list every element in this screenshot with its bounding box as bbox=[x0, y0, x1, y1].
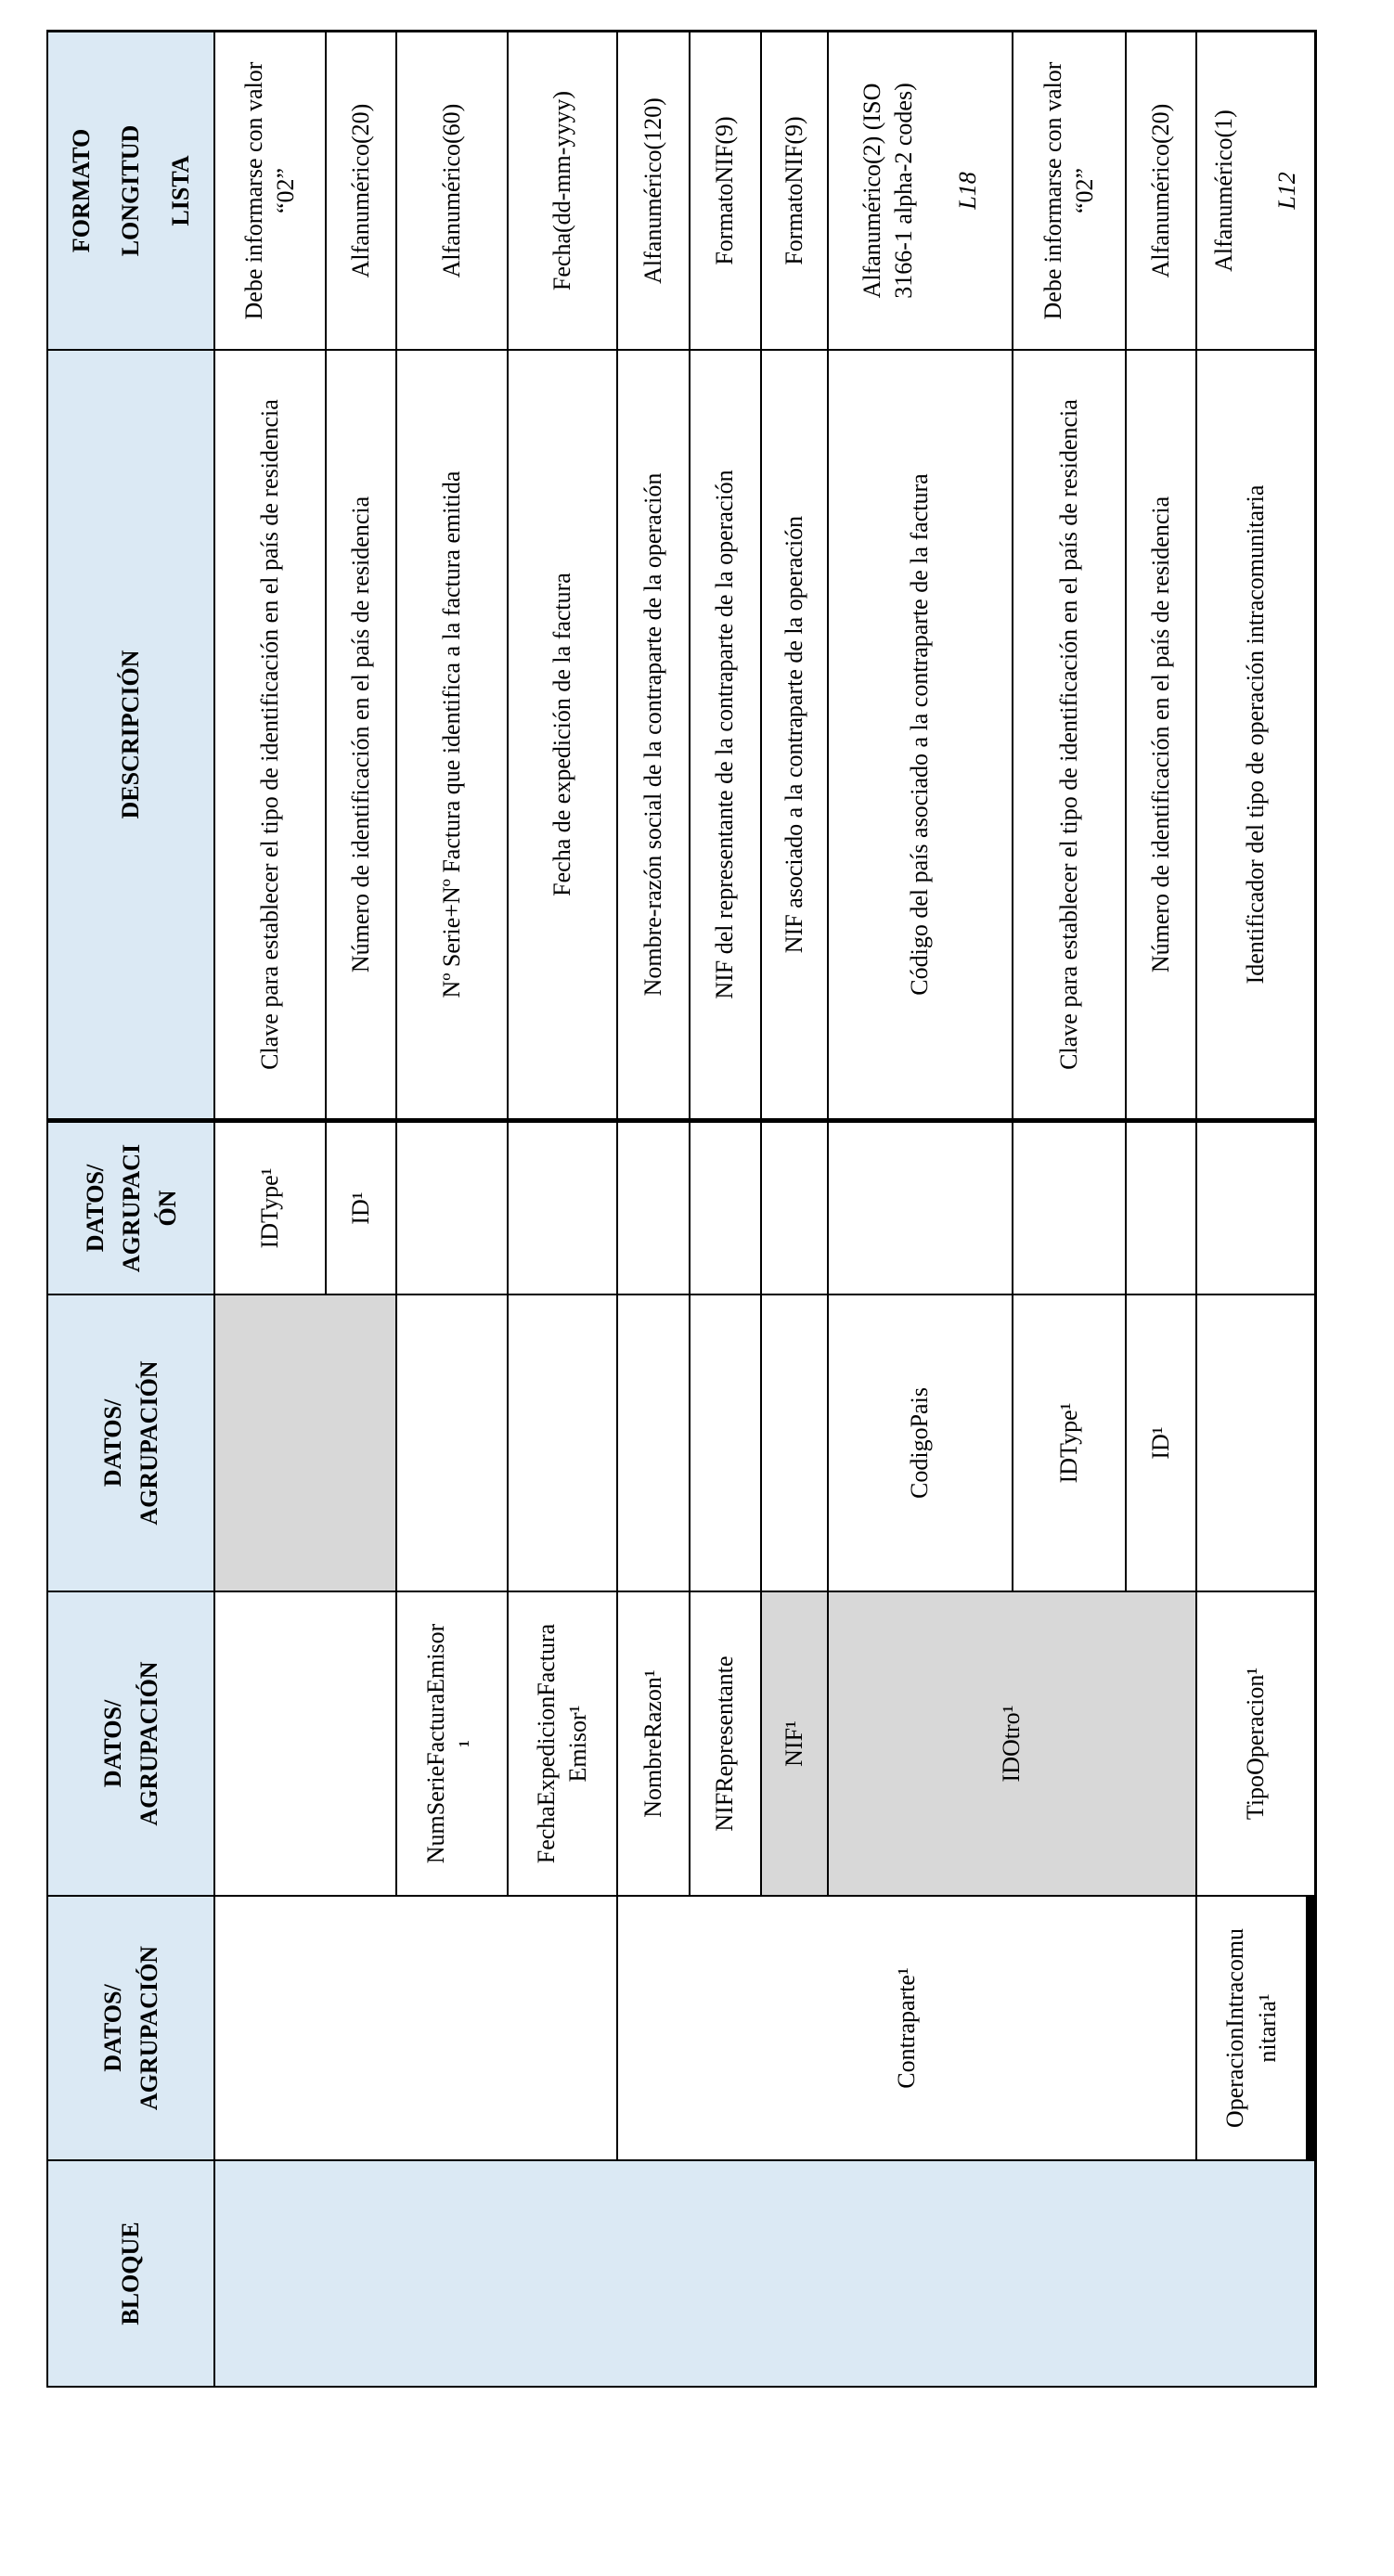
field-nombrerazon: NombreRazon¹ bbox=[616, 1592, 689, 1897]
l3-empty bbox=[689, 1295, 760, 1592]
header-line: AGRUPACIÓN bbox=[136, 1661, 162, 1826]
header-datos-agrupacion-1 bbox=[46, 1897, 213, 2161]
fmt-tipooperacion bbox=[1195, 32, 1314, 351]
header-line: DATOS/ bbox=[99, 1984, 126, 2072]
field-nifrepresentante: NIFRepresentante bbox=[689, 1592, 760, 1897]
formato-text: FormatoNIF(9) bbox=[711, 116, 739, 265]
formato-text: Alfanumérico(2) (ISO 3166-1 alpha-2 codes) bbox=[858, 83, 918, 299]
group-contraparte: Contraparte¹ bbox=[616, 1897, 1195, 2161]
l4-empty bbox=[507, 1123, 616, 1295]
field-numseriefacturaemisor: NumSerieFacturaEmisor¹ bbox=[395, 1592, 507, 1897]
desc-id-idotro: Número de identificación en el país de residencia bbox=[1125, 351, 1195, 1123]
l4-empty bbox=[1195, 1123, 1314, 1295]
header-line: AGRUPACIÓN bbox=[136, 1945, 162, 2111]
formato-text: FormatoNIF(9) bbox=[780, 116, 807, 265]
l3-empty bbox=[395, 1295, 507, 1592]
header-line: DATOS/ bbox=[81, 1164, 109, 1253]
desc-nif: NIF asociado a la contraparte de la operación bbox=[760, 351, 827, 1123]
desc-codigopais: Código del país asociado a la contraparte de la factura bbox=[827, 351, 1012, 1123]
formato-text: Alfanumérico(20) bbox=[346, 103, 374, 278]
formato-text: Alfanumérico(60) bbox=[437, 103, 465, 278]
fmt-fecha bbox=[507, 32, 616, 351]
field-idtype: IDType¹ bbox=[213, 1123, 325, 1295]
fmt-idtype bbox=[213, 32, 325, 351]
field-codigopais: CodigoPais bbox=[827, 1295, 1012, 1592]
field-id-idotro: ID¹ bbox=[1125, 1295, 1195, 1592]
header-formato-longitud-lista bbox=[46, 32, 213, 351]
header-datos-agrupacion-4 bbox=[46, 1123, 213, 1295]
fmt-nombrerazon bbox=[616, 32, 689, 351]
header-line: AGRUPACIÓN bbox=[136, 1360, 162, 1526]
desc-nombrerazon: Nombre-razón social de la contraparte de la operación bbox=[616, 351, 689, 1123]
l3-empty bbox=[507, 1295, 616, 1592]
l3-empty bbox=[760, 1295, 827, 1592]
header-bloque-label: BLOQUE bbox=[116, 2222, 144, 2325]
bloque-band bbox=[213, 2161, 1314, 2388]
header-line: DATOS/ bbox=[99, 1699, 126, 1788]
header-datos-agrupacion-2 bbox=[46, 1592, 213, 1897]
header-line: FORMATO bbox=[68, 128, 96, 253]
l4-empty bbox=[1012, 1123, 1125, 1295]
l4-empty bbox=[1125, 1123, 1195, 1295]
desc-numseriefacturaemisor: Nº Serie+Nº Factura que identifica a la factura emitida bbox=[395, 351, 507, 1123]
header-line: LISTA bbox=[166, 155, 194, 226]
formato-text: Debe informarse con valor “02” bbox=[1039, 61, 1098, 320]
l4-empty bbox=[760, 1123, 827, 1295]
field-nif: NIF¹ bbox=[760, 1592, 827, 1897]
l2-empty bbox=[213, 1592, 395, 1897]
fmt-codigopais bbox=[827, 32, 1012, 351]
desc-id: Número de identificación en el país de residencia bbox=[325, 351, 395, 1123]
fmt-numserie bbox=[395, 32, 507, 351]
fmt-idtype-idotro bbox=[1012, 32, 1125, 351]
desc-fechaexpedicion: Fecha de expedición de la factura bbox=[507, 351, 616, 1123]
l3-empty bbox=[1195, 1295, 1314, 1592]
header-line: DATOS/ bbox=[99, 1398, 126, 1488]
desc-idtype-idotro: Clave para establecer el tipo de identificación en el país de residencia bbox=[1012, 351, 1125, 1123]
lista-code: L18 bbox=[953, 172, 981, 210]
header-descripcion-label: DESCRIPCIÓN bbox=[116, 650, 144, 819]
field-tipooperacion: TipoOperacion¹ bbox=[1195, 1592, 1314, 1897]
formato-text: Fecha(dd-mm-yyyy) bbox=[548, 90, 575, 291]
group-idotro: IDOtro¹ bbox=[827, 1592, 1195, 1897]
header-line: LONGITUD bbox=[117, 124, 145, 257]
l4-empty bbox=[616, 1123, 689, 1295]
l4-empty bbox=[827, 1123, 1012, 1295]
formato-text: Debe informarse con valor “02” bbox=[239, 61, 299, 320]
desc-tipooperacion: Identificador del tipo de operación intracomunitaria bbox=[1195, 351, 1314, 1123]
rotated-table-wrapper bbox=[46, 30, 1314, 2388]
fmt-nifrepresentante bbox=[689, 32, 760, 351]
header-datos-agrupacion-3 bbox=[46, 1295, 213, 1592]
desc-idtype: Clave para establecer el tipo de identificación en el país de residencia bbox=[213, 351, 325, 1123]
field-fechaexpedicionfacturaemisor: FechaExpedicionFacturaEmisor¹ bbox=[507, 1592, 616, 1897]
l4-empty bbox=[395, 1123, 507, 1295]
desc-nifrepresentante: NIF del representante de la contraparte de la operación bbox=[689, 351, 760, 1123]
l1-empty bbox=[213, 1897, 616, 2161]
formato-text: Alfanumérico(20) bbox=[1146, 103, 1174, 278]
group-operacion-intracomunitaria: OperacionIntracomunitaria¹ bbox=[1195, 1897, 1314, 2161]
field-id: ID¹ bbox=[325, 1123, 395, 1295]
field-idtype-idotro: IDType¹ bbox=[1012, 1295, 1125, 1592]
header-line: AGRUPACI bbox=[117, 1143, 145, 1273]
header-descripcion bbox=[46, 351, 213, 1123]
lista-code: L12 bbox=[1273, 172, 1300, 210]
formato-text: Alfanumérico(1) bbox=[1209, 109, 1237, 272]
fmt-id bbox=[325, 32, 395, 351]
sii-spec-table bbox=[46, 30, 1317, 2388]
header-bloque bbox=[46, 2161, 213, 2388]
fmt-id-idotro bbox=[1125, 32, 1195, 351]
l3-gray-empty bbox=[213, 1295, 395, 1592]
l4-empty bbox=[689, 1123, 760, 1295]
header-line: ÓN bbox=[153, 1190, 181, 1227]
fmt-nif bbox=[760, 32, 827, 351]
l3-empty bbox=[616, 1295, 689, 1592]
formato-text: Alfanumérico(120) bbox=[639, 97, 666, 284]
